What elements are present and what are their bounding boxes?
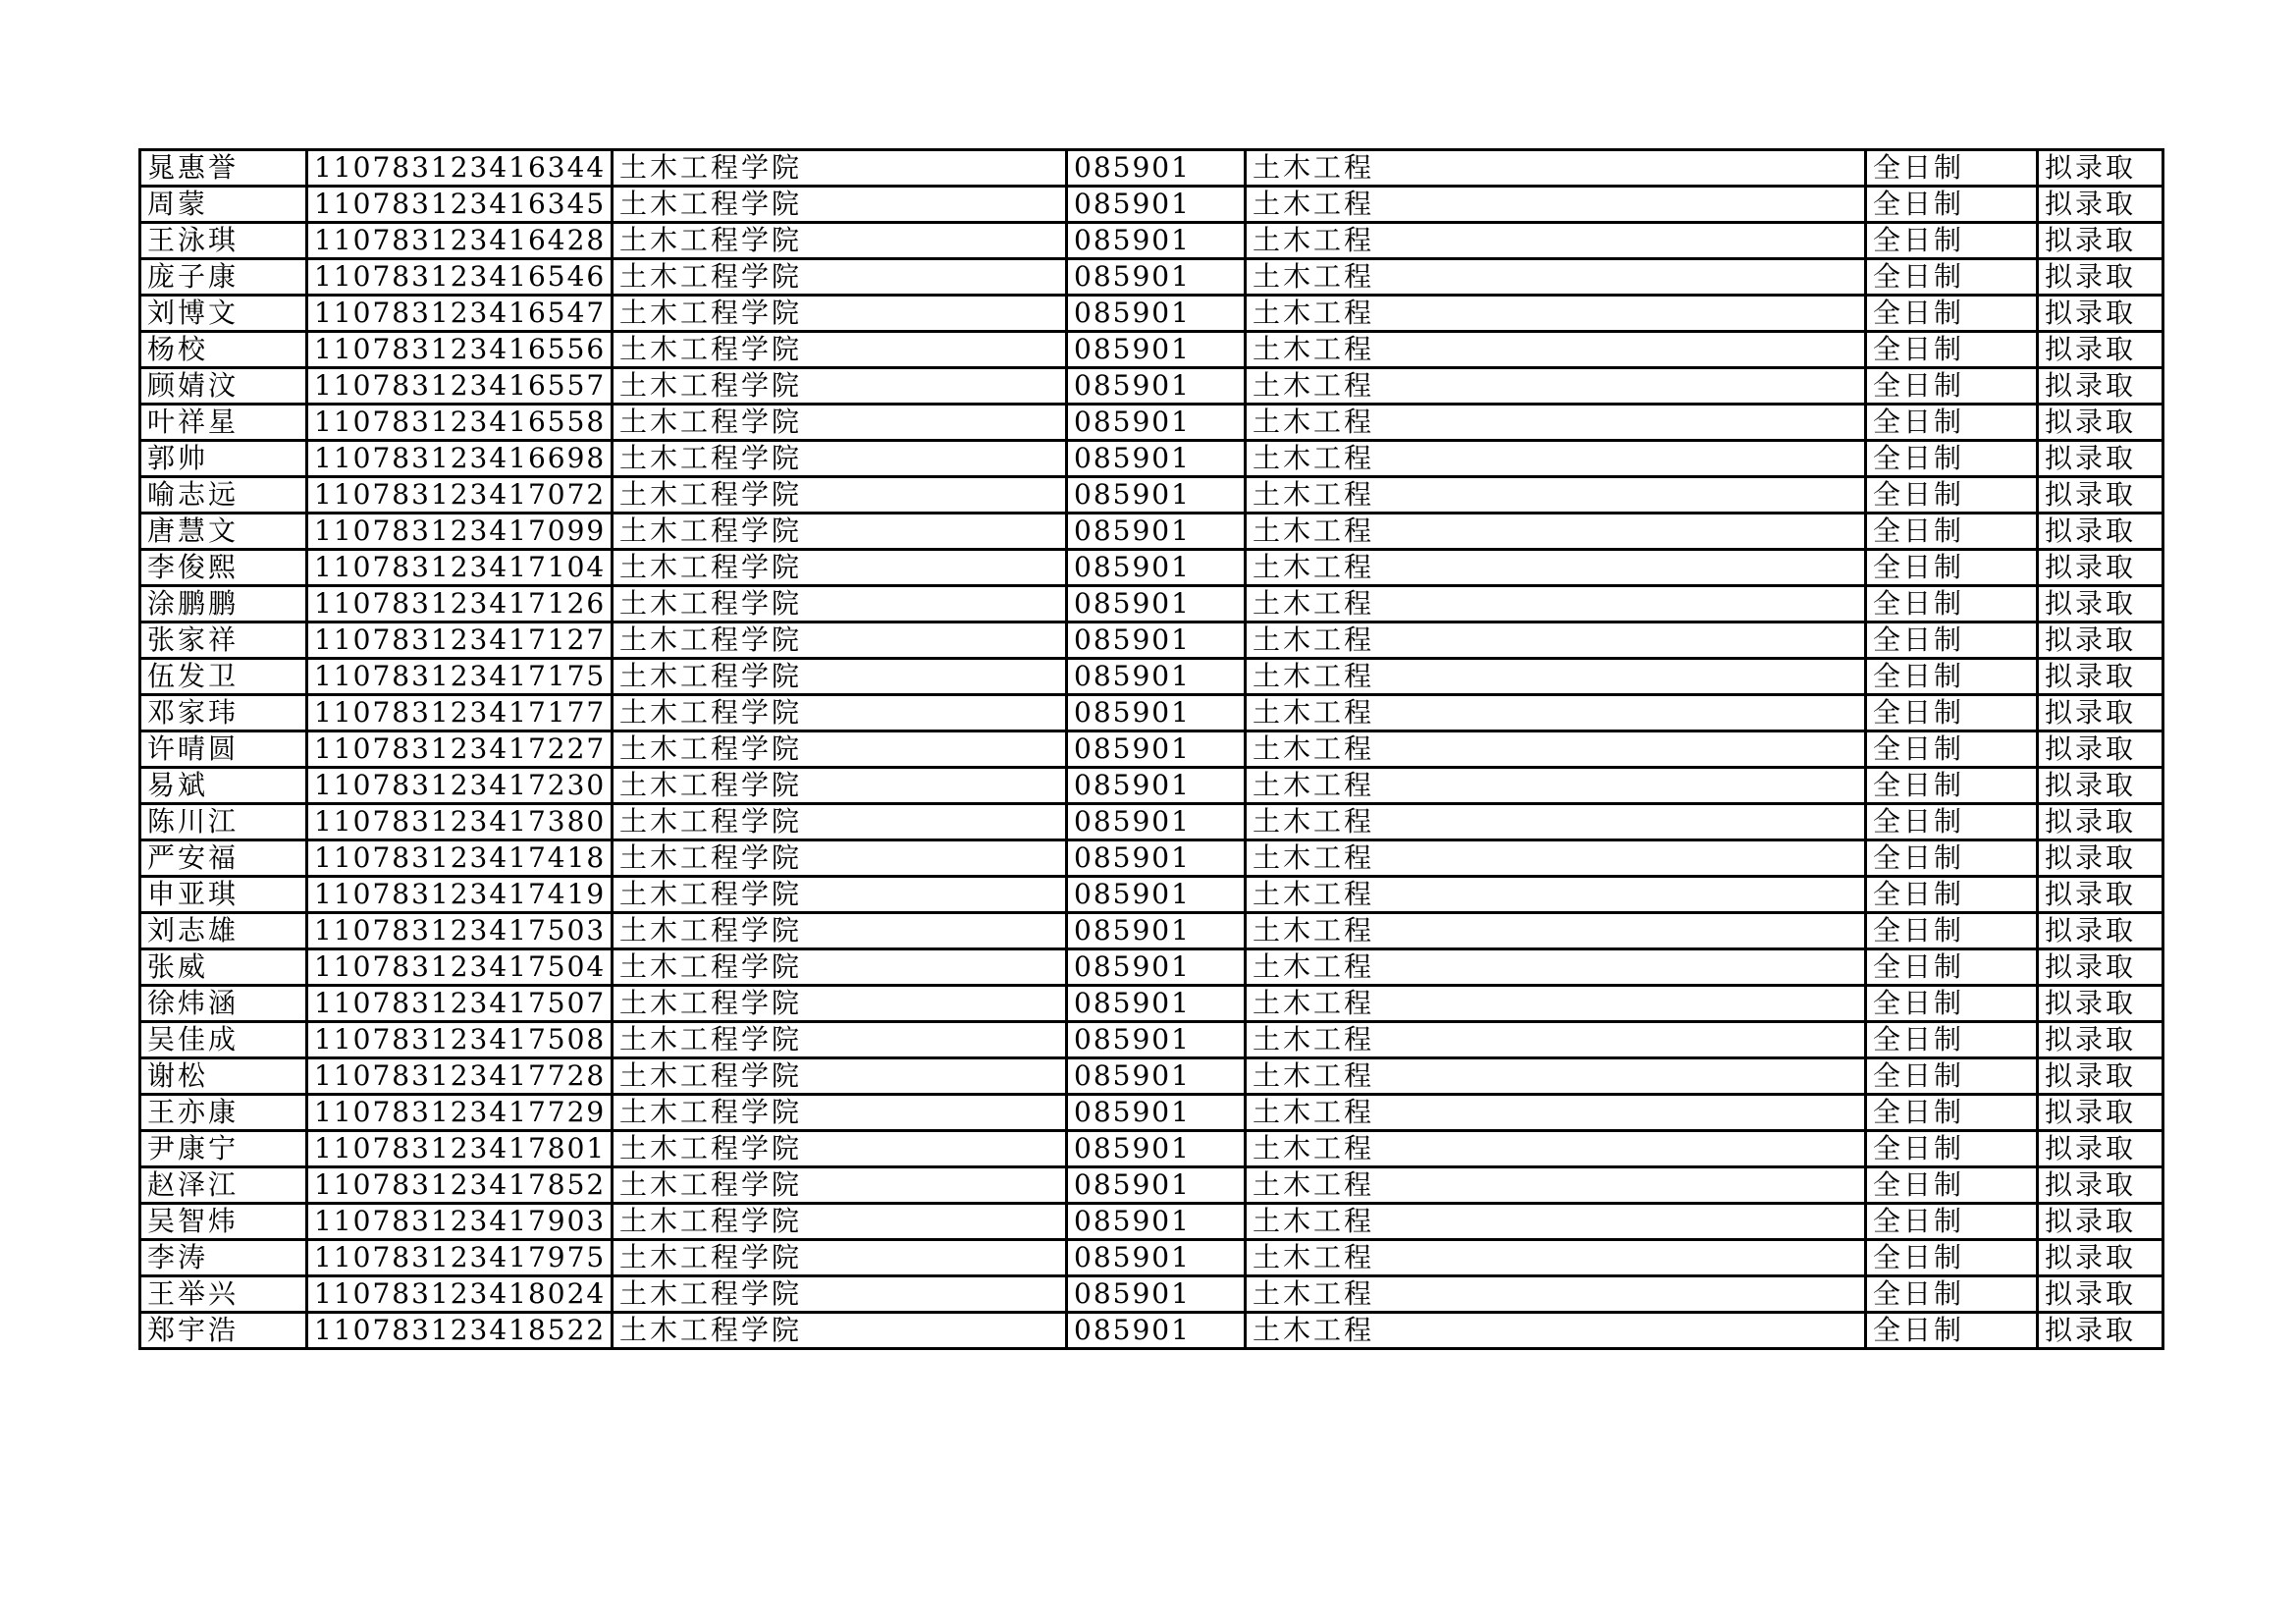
- school-name-cell: 土木工程学院: [613, 768, 1067, 804]
- study-mode-cell: 全日制: [1866, 296, 2038, 332]
- table-row: [140, 477, 2163, 514]
- table-row: [140, 695, 2163, 731]
- school-name-cell: 土木工程学院: [613, 1058, 1067, 1095]
- exam-number-cell: 110783123417801: [307, 1131, 613, 1167]
- exam-number-cell: 110783123417230: [307, 768, 613, 804]
- admission-list-table: [138, 148, 2164, 1350]
- admission-status-cell: 拟录取: [2038, 804, 2163, 840]
- student-name-cell: 陈川江: [140, 804, 307, 840]
- student-name-cell: 刘志雄: [140, 913, 307, 949]
- major-name-cell: 土木工程: [1246, 804, 1866, 840]
- student-name-cell: 喻志远: [140, 477, 307, 514]
- student-name-cell: 邓家玮: [140, 695, 307, 731]
- major-name-cell: 土木工程: [1246, 659, 1866, 695]
- study-mode-cell: 全日制: [1866, 659, 2038, 695]
- table-row: [140, 223, 2163, 259]
- exam-number-cell: 110783123417175: [307, 659, 613, 695]
- major-name-cell: 土木工程: [1246, 731, 1866, 768]
- major-name-cell: 土木工程: [1246, 150, 1866, 187]
- student-name-cell: 周蒙: [140, 187, 307, 223]
- table-row: [140, 586, 2163, 623]
- major-name-cell: 土木工程: [1246, 187, 1866, 223]
- study-mode-cell: 全日制: [1866, 986, 2038, 1022]
- exam-number-cell: 110783123418522: [307, 1313, 613, 1349]
- school-name-cell: 土木工程学院: [613, 913, 1067, 949]
- major-name-cell: 土木工程: [1246, 296, 1866, 332]
- major-name-cell: 土木工程: [1246, 623, 1866, 659]
- major-code-cell: 085901: [1067, 332, 1246, 368]
- school-name-cell: 土木工程学院: [613, 259, 1067, 296]
- study-mode-cell: 全日制: [1866, 623, 2038, 659]
- school-name-cell: 土木工程学院: [613, 623, 1067, 659]
- exam-number-cell: 110783123416558: [307, 405, 613, 441]
- exam-number-cell: 110783123417852: [307, 1167, 613, 1204]
- admission-status-cell: 拟录取: [2038, 1058, 2163, 1095]
- student-name-cell: 李俊熙: [140, 550, 307, 586]
- major-code-cell: 085901: [1067, 1276, 1246, 1313]
- student-name-cell: 许晴圆: [140, 731, 307, 768]
- major-code-cell: 085901: [1067, 840, 1246, 877]
- admission-status-cell: 拟录取: [2038, 150, 2163, 187]
- admission-status-cell: 拟录取: [2038, 986, 2163, 1022]
- study-mode-cell: 全日制: [1866, 550, 2038, 586]
- major-code-cell: 085901: [1067, 1313, 1246, 1349]
- exam-number-cell: 110783123417126: [307, 586, 613, 623]
- admission-status-cell: 拟录取: [2038, 659, 2163, 695]
- school-name-cell: 土木工程学院: [613, 1131, 1067, 1167]
- exam-number-cell: 110783123416344: [307, 150, 613, 187]
- major-code-cell: 085901: [1067, 150, 1246, 187]
- school-name-cell: 土木工程学院: [613, 368, 1067, 405]
- major-name-cell: 土木工程: [1246, 368, 1866, 405]
- major-name-cell: 土木工程: [1246, 1095, 1866, 1131]
- study-mode-cell: 全日制: [1866, 223, 2038, 259]
- admission-status-cell: 拟录取: [2038, 477, 2163, 514]
- student-name-cell: 庞子康: [140, 259, 307, 296]
- table-row: [140, 949, 2163, 986]
- exam-number-cell: 110783123417503: [307, 913, 613, 949]
- admission-status-cell: 拟录取: [2038, 368, 2163, 405]
- major-code-cell: 085901: [1067, 187, 1246, 223]
- exam-number-cell: 110783123417380: [307, 804, 613, 840]
- major-code-cell: 085901: [1067, 659, 1246, 695]
- study-mode-cell: 全日制: [1866, 949, 2038, 986]
- table-row: [140, 550, 2163, 586]
- study-mode-cell: 全日制: [1866, 840, 2038, 877]
- table-row: [140, 877, 2163, 913]
- table-body: [140, 150, 2163, 1349]
- table-row: [140, 1204, 2163, 1240]
- admission-status-cell: 拟录取: [2038, 259, 2163, 296]
- study-mode-cell: 全日制: [1866, 804, 2038, 840]
- major-code-cell: 085901: [1067, 441, 1246, 477]
- study-mode-cell: 全日制: [1866, 913, 2038, 949]
- admission-status-cell: 拟录取: [2038, 913, 2163, 949]
- student-name-cell: 叶祥星: [140, 405, 307, 441]
- major-name-cell: 土木工程: [1246, 1058, 1866, 1095]
- exam-number-cell: 110783123417504: [307, 949, 613, 986]
- student-name-cell: 申亚琪: [140, 877, 307, 913]
- major-name-cell: 土木工程: [1246, 1167, 1866, 1204]
- major-code-cell: 085901: [1067, 1095, 1246, 1131]
- study-mode-cell: 全日制: [1866, 150, 2038, 187]
- major-name-cell: 土木工程: [1246, 586, 1866, 623]
- student-name-cell: 谢松: [140, 1058, 307, 1095]
- table-row: [140, 623, 2163, 659]
- school-name-cell: 土木工程学院: [613, 804, 1067, 840]
- exam-number-cell: 110783123416547: [307, 296, 613, 332]
- admission-status-cell: 拟录取: [2038, 1240, 2163, 1276]
- study-mode-cell: 全日制: [1866, 695, 2038, 731]
- exam-number-cell: 110783123417177: [307, 695, 613, 731]
- major-name-cell: 土木工程: [1246, 913, 1866, 949]
- study-mode-cell: 全日制: [1866, 187, 2038, 223]
- student-name-cell: 王举兴: [140, 1276, 307, 1313]
- table-row: [140, 1095, 2163, 1131]
- admission-status-cell: 拟录取: [2038, 1131, 2163, 1167]
- study-mode-cell: 全日制: [1866, 768, 2038, 804]
- exam-number-cell: 110783123416557: [307, 368, 613, 405]
- student-name-cell: 尹康宁: [140, 1131, 307, 1167]
- student-name-cell: 严安福: [140, 840, 307, 877]
- school-name-cell: 土木工程学院: [613, 405, 1067, 441]
- major-code-cell: 085901: [1067, 768, 1246, 804]
- admission-status-cell: 拟录取: [2038, 1313, 2163, 1349]
- table-row: [140, 368, 2163, 405]
- student-name-cell: 唐慧文: [140, 514, 307, 550]
- major-code-cell: 085901: [1067, 1058, 1246, 1095]
- student-name-cell: 刘博文: [140, 296, 307, 332]
- exam-number-cell: 110783123417728: [307, 1058, 613, 1095]
- major-name-cell: 土木工程: [1246, 332, 1866, 368]
- school-name-cell: 土木工程学院: [613, 296, 1067, 332]
- major-name-cell: 土木工程: [1246, 1276, 1866, 1313]
- study-mode-cell: 全日制: [1866, 1131, 2038, 1167]
- table-row: [140, 259, 2163, 296]
- school-name-cell: 土木工程学院: [613, 586, 1067, 623]
- admission-status-cell: 拟录取: [2038, 623, 2163, 659]
- exam-number-cell: 110783123417419: [307, 877, 613, 913]
- school-name-cell: 土木工程学院: [613, 1167, 1067, 1204]
- admission-status-cell: 拟录取: [2038, 1204, 2163, 1240]
- major-name-cell: 土木工程: [1246, 550, 1866, 586]
- table-row: [140, 659, 2163, 695]
- admission-status-cell: 拟录取: [2038, 296, 2163, 332]
- student-name-cell: 吴智炜: [140, 1204, 307, 1240]
- exam-number-cell: 110783123417729: [307, 1095, 613, 1131]
- school-name-cell: 土木工程学院: [613, 1313, 1067, 1349]
- school-name-cell: 土木工程学院: [613, 877, 1067, 913]
- study-mode-cell: 全日制: [1866, 1240, 2038, 1276]
- table-row: [140, 1131, 2163, 1167]
- major-name-cell: 土木工程: [1246, 514, 1866, 550]
- table-row: [140, 296, 2163, 332]
- major-code-cell: 085901: [1067, 1167, 1246, 1204]
- admission-status-cell: 拟录取: [2038, 949, 2163, 986]
- study-mode-cell: 全日制: [1866, 514, 2038, 550]
- student-name-cell: 吴佳成: [140, 1022, 307, 1058]
- major-name-cell: 土木工程: [1246, 768, 1866, 804]
- school-name-cell: 土木工程学院: [613, 659, 1067, 695]
- admission-status-cell: 拟录取: [2038, 1276, 2163, 1313]
- major-name-cell: 土木工程: [1246, 477, 1866, 514]
- school-name-cell: 土木工程学院: [613, 223, 1067, 259]
- major-code-cell: 085901: [1067, 731, 1246, 768]
- table-row: [140, 768, 2163, 804]
- admission-status-cell: 拟录取: [2038, 1095, 2163, 1131]
- exam-number-cell: 110783123417099: [307, 514, 613, 550]
- school-name-cell: 土木工程学院: [613, 1204, 1067, 1240]
- exam-number-cell: 110783123416698: [307, 441, 613, 477]
- student-name-cell: 涂鹏鹏: [140, 586, 307, 623]
- school-name-cell: 土木工程学院: [613, 986, 1067, 1022]
- admission-status-cell: 拟录取: [2038, 332, 2163, 368]
- major-code-cell: 085901: [1067, 1131, 1246, 1167]
- student-name-cell: 赵泽江: [140, 1167, 307, 1204]
- table-row: [140, 332, 2163, 368]
- study-mode-cell: 全日制: [1866, 332, 2038, 368]
- major-name-cell: 土木工程: [1246, 1022, 1866, 1058]
- exam-number-cell: 110783123417127: [307, 623, 613, 659]
- table-row: [140, 840, 2163, 877]
- major-code-cell: 085901: [1067, 586, 1246, 623]
- study-mode-cell: 全日制: [1866, 441, 2038, 477]
- study-mode-cell: 全日制: [1866, 1204, 2038, 1240]
- school-name-cell: 土木工程学院: [613, 441, 1067, 477]
- study-mode-cell: 全日制: [1866, 1167, 2038, 1204]
- table-row: [140, 441, 2163, 477]
- study-mode-cell: 全日制: [1866, 1313, 2038, 1349]
- admission-status-cell: 拟录取: [2038, 840, 2163, 877]
- exam-number-cell: 110783123416345: [307, 187, 613, 223]
- school-name-cell: 土木工程学院: [613, 695, 1067, 731]
- table-row: [140, 1240, 2163, 1276]
- study-mode-cell: 全日制: [1866, 731, 2038, 768]
- admission-status-cell: 拟录取: [2038, 877, 2163, 913]
- admission-status-cell: 拟录取: [2038, 731, 2163, 768]
- table-row: [140, 405, 2163, 441]
- study-mode-cell: 全日制: [1866, 405, 2038, 441]
- school-name-cell: 土木工程学院: [613, 1276, 1067, 1313]
- exam-number-cell: 110783123417508: [307, 1022, 613, 1058]
- admission-status-cell: 拟录取: [2038, 405, 2163, 441]
- study-mode-cell: 全日制: [1866, 477, 2038, 514]
- school-name-cell: 土木工程学院: [613, 840, 1067, 877]
- school-name-cell: 土木工程学院: [613, 1022, 1067, 1058]
- table-row: [140, 187, 2163, 223]
- study-mode-cell: 全日制: [1866, 368, 2038, 405]
- school-name-cell: 土木工程学院: [613, 187, 1067, 223]
- school-name-cell: 土木工程学院: [613, 477, 1067, 514]
- major-code-cell: 085901: [1067, 804, 1246, 840]
- student-name-cell: 易斌: [140, 768, 307, 804]
- admission-status-cell: 拟录取: [2038, 768, 2163, 804]
- table-row: [140, 1313, 2163, 1349]
- admission-status-cell: 拟录取: [2038, 695, 2163, 731]
- major-code-cell: 085901: [1067, 913, 1246, 949]
- admission-status-cell: 拟录取: [2038, 550, 2163, 586]
- major-code-cell: 085901: [1067, 477, 1246, 514]
- admission-status-cell: 拟录取: [2038, 223, 2163, 259]
- table-row: [140, 1022, 2163, 1058]
- student-name-cell: 徐炜涵: [140, 986, 307, 1022]
- student-name-cell: 郭帅: [140, 441, 307, 477]
- major-code-cell: 085901: [1067, 259, 1246, 296]
- school-name-cell: 土木工程学院: [613, 1240, 1067, 1276]
- table-row: [140, 1058, 2163, 1095]
- exam-number-cell: 110783123417903: [307, 1204, 613, 1240]
- table-row: [140, 986, 2163, 1022]
- student-name-cell: 李涛: [140, 1240, 307, 1276]
- study-mode-cell: 全日制: [1866, 1095, 2038, 1131]
- major-name-cell: 土木工程: [1246, 1131, 1866, 1167]
- student-name-cell: 伍发卫: [140, 659, 307, 695]
- table-row: [140, 1276, 2163, 1313]
- school-name-cell: 土木工程学院: [613, 731, 1067, 768]
- table-row: [140, 731, 2163, 768]
- student-name-cell: 张家祥: [140, 623, 307, 659]
- table-row: [140, 913, 2163, 949]
- major-code-cell: 085901: [1067, 877, 1246, 913]
- student-name-cell: 王亦康: [140, 1095, 307, 1131]
- major-code-cell: 085901: [1067, 1022, 1246, 1058]
- admission-status-cell: 拟录取: [2038, 514, 2163, 550]
- study-mode-cell: 全日制: [1866, 259, 2038, 296]
- exam-number-cell: 110783123417072: [307, 477, 613, 514]
- school-name-cell: 土木工程学院: [613, 150, 1067, 187]
- major-code-cell: 085901: [1067, 514, 1246, 550]
- exam-number-cell: 110783123417507: [307, 986, 613, 1022]
- exam-number-cell: 110783123417227: [307, 731, 613, 768]
- major-code-cell: 085901: [1067, 1204, 1246, 1240]
- major-code-cell: 085901: [1067, 986, 1246, 1022]
- admission-status-cell: 拟录取: [2038, 1022, 2163, 1058]
- major-code-cell: 085901: [1067, 223, 1246, 259]
- major-name-cell: 土木工程: [1246, 405, 1866, 441]
- exam-number-cell: 110783123418024: [307, 1276, 613, 1313]
- study-mode-cell: 全日制: [1866, 1276, 2038, 1313]
- exam-number-cell: 110783123417104: [307, 550, 613, 586]
- major-name-cell: 土木工程: [1246, 877, 1866, 913]
- major-name-cell: 土木工程: [1246, 1204, 1866, 1240]
- exam-number-cell: 110783123417975: [307, 1240, 613, 1276]
- study-mode-cell: 全日制: [1866, 1022, 2038, 1058]
- major-code-cell: 085901: [1067, 623, 1246, 659]
- exam-number-cell: 110783123417418: [307, 840, 613, 877]
- major-name-cell: 土木工程: [1246, 695, 1866, 731]
- student-name-cell: 张威: [140, 949, 307, 986]
- school-name-cell: 土木工程学院: [613, 550, 1067, 586]
- major-code-cell: 085901: [1067, 550, 1246, 586]
- major-code-cell: 085901: [1067, 695, 1246, 731]
- school-name-cell: 土木工程学院: [613, 332, 1067, 368]
- school-name-cell: 土木工程学院: [613, 514, 1067, 550]
- admission-status-cell: 拟录取: [2038, 1167, 2163, 1204]
- major-name-cell: 土木工程: [1246, 223, 1866, 259]
- table-row: [140, 804, 2163, 840]
- major-name-cell: 土木工程: [1246, 986, 1866, 1022]
- major-code-cell: 085901: [1067, 368, 1246, 405]
- admission-status-cell: 拟录取: [2038, 441, 2163, 477]
- major-name-cell: 土木工程: [1246, 1240, 1866, 1276]
- major-code-cell: 085901: [1067, 405, 1246, 441]
- student-name-cell: 杨校: [140, 332, 307, 368]
- student-name-cell: 王泳琪: [140, 223, 307, 259]
- school-name-cell: 土木工程学院: [613, 1095, 1067, 1131]
- major-name-cell: 土木工程: [1246, 441, 1866, 477]
- student-name-cell: 郑宇浩: [140, 1313, 307, 1349]
- study-mode-cell: 全日制: [1866, 586, 2038, 623]
- major-name-cell: 土木工程: [1246, 259, 1866, 296]
- student-name-cell: 晁惠誉: [140, 150, 307, 187]
- exam-number-cell: 110783123416556: [307, 332, 613, 368]
- study-mode-cell: 全日制: [1866, 1058, 2038, 1095]
- major-code-cell: 085901: [1067, 949, 1246, 986]
- exam-number-cell: 110783123416546: [307, 259, 613, 296]
- student-name-cell: 顾婧汶: [140, 368, 307, 405]
- table-row: [140, 150, 2163, 187]
- table-row: [140, 1167, 2163, 1204]
- major-code-cell: 085901: [1067, 1240, 1246, 1276]
- major-name-cell: 土木工程: [1246, 840, 1866, 877]
- admission-status-cell: 拟录取: [2038, 586, 2163, 623]
- table-row: [140, 514, 2163, 550]
- major-name-cell: 土木工程: [1246, 1313, 1866, 1349]
- school-name-cell: 土木工程学院: [613, 949, 1067, 986]
- study-mode-cell: 全日制: [1866, 877, 2038, 913]
- major-name-cell: 土木工程: [1246, 949, 1866, 986]
- major-code-cell: 085901: [1067, 296, 1246, 332]
- exam-number-cell: 110783123416428: [307, 223, 613, 259]
- admission-status-cell: 拟录取: [2038, 187, 2163, 223]
